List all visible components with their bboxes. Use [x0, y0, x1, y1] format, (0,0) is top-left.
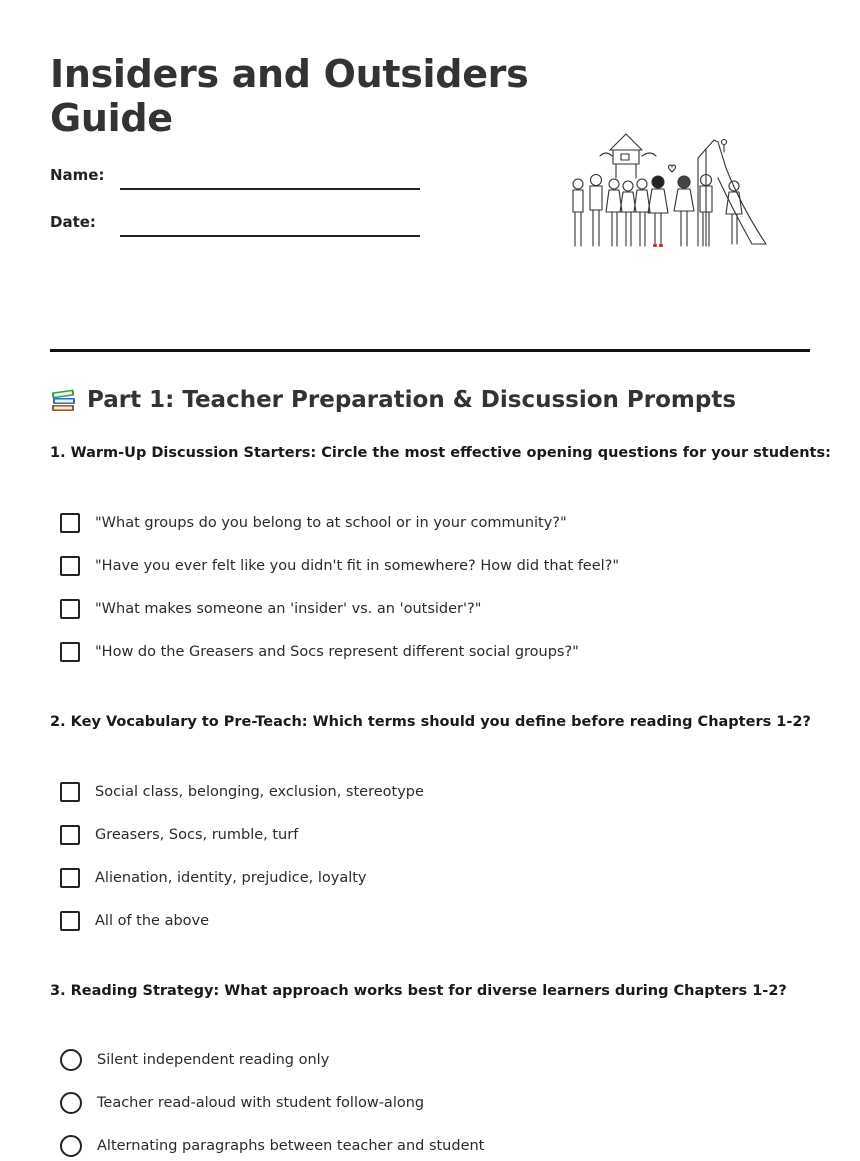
- checkbox[interactable]: [60, 825, 80, 845]
- radio-button[interactable]: [60, 1135, 82, 1157]
- page-title: Insiders and Outsiders Guide: [50, 52, 529, 140]
- question-2: 2. Key Vocabulary to Pre-Teach: Which terms should you define before reading Chapters 1-2?: [50, 714, 811, 730]
- option-label: Teacher read-aloud with student follow-along: [97, 1095, 425, 1111]
- option-label: "Have you ever felt like you didn't fit in somewhere? How did that feel?": [95, 558, 620, 574]
- option-label: Alienation, identity, prejudice, loyalty: [95, 870, 367, 886]
- option-label: "How do the Greasers and Socs represent different social groups?": [95, 644, 579, 660]
- q1-option-2[interactable]: [60, 553, 619, 579]
- checkbox[interactable]: [60, 599, 80, 619]
- children-playground-illustration: [566, 128, 788, 254]
- option-label: Silent independent reading only: [97, 1052, 330, 1068]
- q1-option-1[interactable]: [60, 510, 567, 536]
- name-input-line[interactable]: [120, 188, 420, 190]
- q3-option-3[interactable]: [60, 1133, 484, 1159]
- q2-option-1[interactable]: [60, 779, 424, 805]
- question-3: 3. Reading Strategy: What approach works best for diverse learners during Chapters 1-2?: [50, 983, 787, 999]
- q2-option-4[interactable]: [60, 908, 209, 934]
- section-title: Part 1: Teacher Preparation & Discussion Prompts: [87, 387, 737, 413]
- checkbox[interactable]: [60, 782, 80, 802]
- checkbox[interactable]: [60, 556, 80, 576]
- date-field: [50, 213, 420, 243]
- name-label: Name:: [50, 166, 105, 184]
- date-label: Date:: [50, 213, 96, 231]
- checkbox[interactable]: [60, 642, 80, 662]
- books-icon: [50, 386, 78, 414]
- section-divider: [50, 349, 810, 352]
- checkbox[interactable]: [60, 513, 80, 533]
- name-field: [50, 166, 420, 196]
- checkbox[interactable]: [60, 911, 80, 931]
- radio-button[interactable]: [60, 1092, 82, 1114]
- option-label: Social class, belonging, exclusion, stereotype: [95, 784, 424, 800]
- option-label: All of the above: [95, 913, 210, 929]
- question-1: 1. Warm-Up Discussion Starters: Circle the most effective opening questions for your students:: [50, 445, 831, 461]
- checkbox[interactable]: [60, 868, 80, 888]
- q1-option-3[interactable]: [60, 596, 481, 622]
- option-label: Greasers, Socs, rumble, turf: [95, 827, 299, 843]
- q2-option-2[interactable]: [60, 822, 298, 848]
- option-label: "What groups do you belong to at school or in your community?": [95, 515, 567, 531]
- option-label: "What makes someone an 'insider' vs. an 'outsider'?": [95, 601, 482, 617]
- section-heading: [50, 386, 736, 414]
- date-input-line[interactable]: [120, 235, 420, 237]
- q3-option-1[interactable]: [60, 1047, 329, 1073]
- q1-option-4[interactable]: [60, 639, 579, 665]
- q2-option-3[interactable]: [60, 865, 367, 891]
- option-label: Alternating paragraphs between teacher and student: [97, 1138, 485, 1154]
- radio-button[interactable]: [60, 1049, 82, 1071]
- q3-option-2[interactable]: [60, 1090, 424, 1116]
